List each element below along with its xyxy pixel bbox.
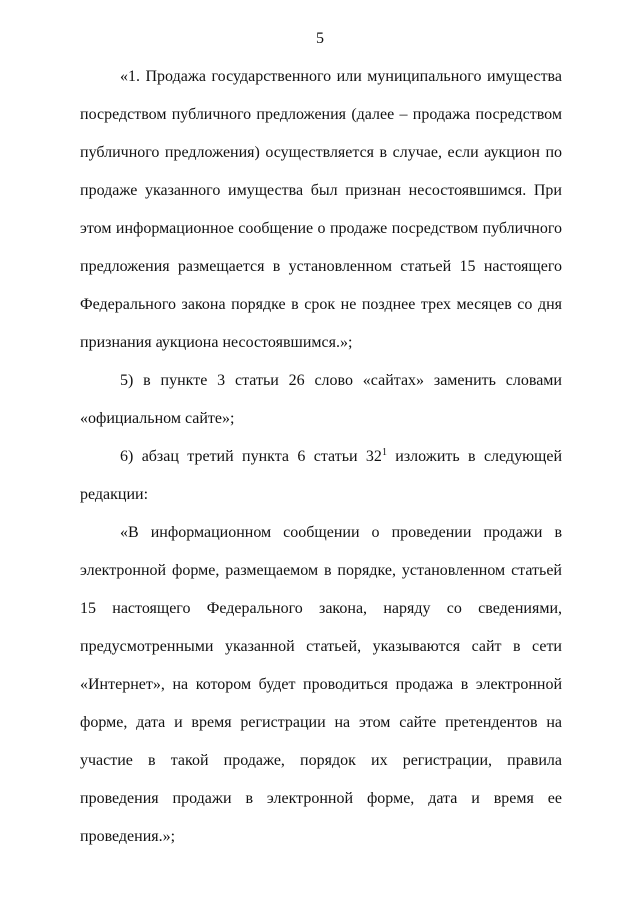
paragraph-electronic-sale-notice: «В информационном сообщении о проведении продажи в электронной форме, размещаемом в порядке, установленном статьей 15 настоящего Федерального закона, наряду со сведениями, предусмотренными указанной статьей, указываются сайт в сети «Интернет», на котором будет проводиться продажа в электронной форме, дата и время регистрации на этом сайте претендентов на участие в такой продаже, порядок их регистрации, правила проведения продажи в электронной форме, дата и время ее проведения.»; — [80, 524, 562, 845]
paragraph-item-6 — [80, 438, 562, 514]
paragraph-item-6-text-before: 6) абзац третий пункта 6 статьи 32 — [120, 448, 382, 465]
paragraph-item-6-text-after: изложить в следующей редакции: — [80, 448, 563, 503]
article-superscript: 1 — [381, 447, 387, 458]
paragraph-item-5: 5) в пункте 3 статьи 26 слово «сайтах» заменить словами «официальном сайте»; — [80, 372, 562, 427]
document-body — [80, 58, 562, 856]
page-number: 5 — [316, 30, 324, 47]
paragraph-public-offer-sale: «1. Продажа государственного или муниципального имущества посредством публичного предложения (далее – продажа посредством публичного предложения) осуществляется в случае, если аукцион по продаже указанного имущества был признан несостоявшимся. При этом информационное сообщение о продаже посредством публичного предложения размещается в установленном статьей 15 настоящего Федерального закона порядке в срок не позднее трех месяцев со дня признания аукциона несостоявшимся.»; — [80, 68, 562, 351]
